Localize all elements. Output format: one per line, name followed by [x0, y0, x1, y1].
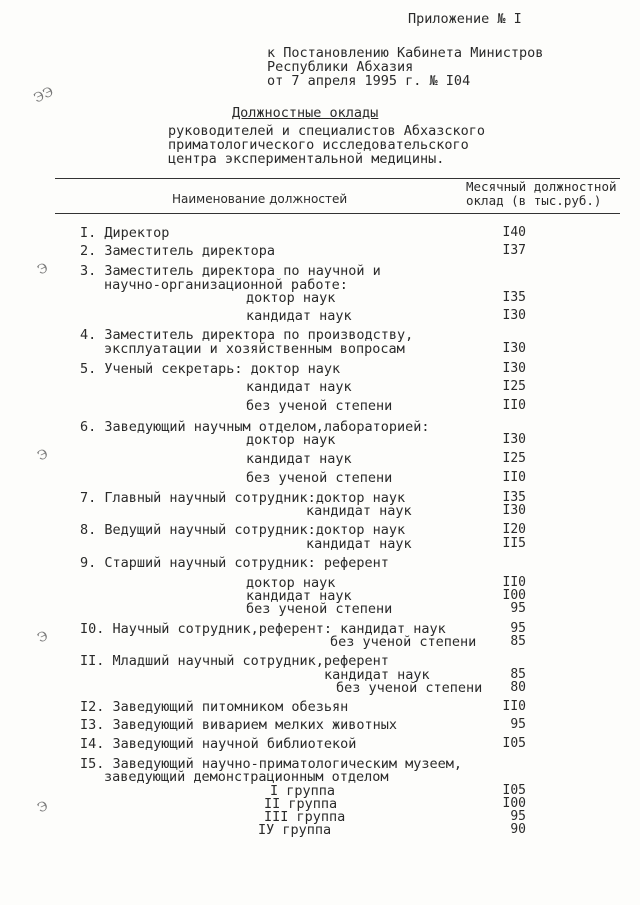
row-text: 4. Заместитель директора по производству,: [80, 327, 414, 343]
margin-mark: Э: [35, 798, 51, 817]
appendix-line-1: к Постановлению Кабинета Министров: [267, 45, 544, 61]
margin-mark: Э: [35, 628, 51, 647]
row-text: доктор наук: [246, 290, 336, 306]
row-value: I00: [502, 588, 526, 603]
heading-line-3: центра экспериментальной медицины.: [168, 151, 445, 167]
row-text: I2. Заведующий питомником обезьян: [80, 699, 349, 715]
row-value: II0: [502, 575, 526, 590]
row-value: I30: [502, 341, 526, 356]
row-text: без ученой степени: [246, 470, 393, 486]
row-text: доктор наук: [246, 432, 336, 448]
row-text: I4. Заведующий научной библиотекой: [80, 736, 357, 752]
row-text: III группа: [264, 809, 346, 825]
row-text: без ученой степени: [330, 634, 477, 650]
row-value: 95: [510, 717, 526, 732]
row-text: IУ группа: [258, 822, 332, 838]
row-text: кандидат наук: [246, 308, 352, 324]
row-text: I группа: [270, 783, 336, 799]
margin-mark: Э: [35, 446, 51, 465]
row-text: II. Младший научный сотрудник,референт: [80, 653, 389, 669]
row-text: 6. Заведующий научным отделом,лабораторией:: [80, 419, 430, 435]
appendix-line-2: Республики Абхазия: [267, 59, 414, 75]
row-text: II группа: [264, 796, 338, 812]
row-value: I05: [502, 783, 526, 798]
row-text: 8. Ведущий научный сотрудник:доктор наук: [80, 522, 406, 538]
row-text: научно-организационной работе:: [104, 277, 348, 293]
appendix-line-3: от 7 апреля 1995 г. № I04: [267, 73, 471, 89]
row-value: I25: [502, 379, 526, 394]
row-text: 9. Старший научный сотрудник: референт: [80, 555, 389, 571]
col-header-salary-1: Месячный должностной: [466, 179, 617, 194]
row-text: без ученой степени: [336, 680, 483, 696]
row-value: I37: [502, 243, 526, 258]
row-text: кандидат наук: [246, 451, 352, 467]
row-value: I30: [502, 308, 526, 323]
row-value: 85: [510, 667, 526, 682]
row-value: II5: [502, 536, 526, 551]
col-header-salary-2: оклад (в тыс.руб.): [466, 193, 602, 208]
row-value: I35: [502, 290, 526, 305]
row-text: 7. Главный научный сотрудник:доктор наук: [80, 490, 406, 506]
col-header-position: Наименование должностей: [172, 192, 348, 206]
heading-line-1: руководителей и специалистов Абхазского: [168, 123, 485, 139]
row-value: II0: [502, 699, 526, 714]
row-text: 5. Ученый секретарь: доктор наук: [80, 361, 341, 377]
row-text: 3. Заместитель директора по научной и: [80, 263, 381, 279]
heading-line-2: приматологического исследовательского: [168, 137, 469, 153]
table-header-rule: [55, 213, 620, 214]
row-value: I30: [502, 432, 526, 447]
row-value: I30: [502, 361, 526, 376]
document-heading: Должностные оклады: [232, 105, 379, 121]
row-value: 95: [510, 809, 526, 824]
row-text: 2. Заместитель директора: [80, 243, 276, 259]
row-text: кандидат наук: [246, 588, 352, 604]
row-value: 95: [510, 621, 526, 636]
row-value: 90: [510, 822, 526, 837]
row-value: 80: [510, 680, 526, 695]
row-value: I35: [502, 490, 526, 505]
row-value: I00: [502, 796, 526, 811]
row-value: I40: [502, 225, 526, 240]
row-text: кандидат наук: [246, 379, 352, 395]
row-text: I5. Заведующий научно-приматологическим музеем,: [80, 756, 463, 772]
row-value: II0: [502, 398, 526, 413]
margin-mark: ЭЭ: [31, 84, 57, 107]
row-text: I3. Заведующий виварием мелких животных: [80, 717, 397, 733]
row-text: без ученой степени: [246, 601, 393, 617]
margin-mark: Э: [35, 260, 51, 279]
row-text: кандидат наук: [324, 667, 430, 683]
row-text: без ученой степени: [246, 398, 393, 414]
row-value: I20: [502, 522, 526, 537]
row-text: заведующий демонстрационным отделом: [104, 769, 389, 785]
row-text: эксплуатации и хозяйственным вопросам: [104, 341, 405, 357]
row-text: доктор наук: [246, 575, 336, 591]
row-value: I05: [502, 736, 526, 751]
row-text: I0. Научный сотрудник,референт: кандидат наук: [80, 621, 446, 637]
row-value: I25: [502, 451, 526, 466]
row-text: I. Директор: [80, 225, 170, 241]
row-value: 95: [510, 601, 526, 616]
row-text: кандидат наук: [306, 503, 412, 519]
row-value: I30: [502, 503, 526, 518]
row-text: кандидат наук: [306, 536, 412, 552]
row-value: 85: [510, 634, 526, 649]
row-value: II0: [502, 470, 526, 485]
appendix-title: Приложение № I: [408, 11, 522, 27]
